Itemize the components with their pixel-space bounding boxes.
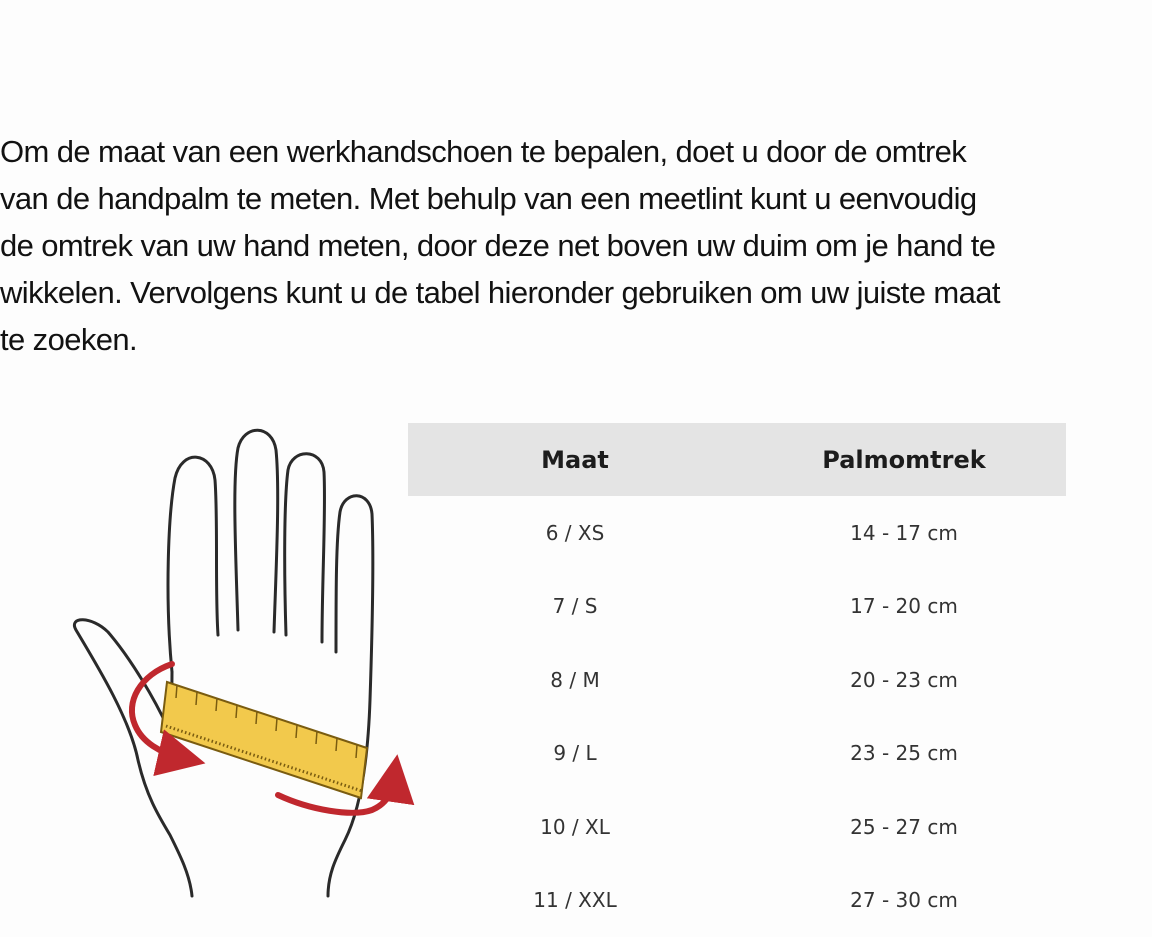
hand-measuring-tape-icon — [60, 420, 410, 896]
size-cell: 6 / XS — [408, 496, 742, 570]
intro-line: te zoeken. — [0, 316, 1152, 363]
column-header-palmomtrek: Palmomtrek — [742, 423, 1066, 496]
circumference-cell: 25 - 27 cm — [742, 790, 1066, 864]
table-row — [408, 717, 1066, 791]
size-cell: 10 / XL — [408, 790, 742, 864]
hand-measuring-illustration — [60, 420, 410, 896]
table-header-row — [408, 423, 1066, 496]
table-row — [408, 570, 1066, 644]
circumference-cell: 23 - 25 cm — [742, 717, 1066, 791]
circumference-cell: 17 - 20 cm — [742, 570, 1066, 644]
table-row — [408, 496, 1066, 570]
table-row — [408, 643, 1066, 717]
size-cell: 11 / XXL — [408, 864, 742, 937]
intro-line: de omtrek van uw hand meten, door deze net boven uw duim om je hand te — [0, 222, 1152, 269]
circumference-cell: 27 - 30 cm — [742, 864, 1066, 937]
size-cell: 9 / L — [408, 717, 742, 791]
intro-text — [0, 128, 1152, 363]
size-table — [408, 423, 1066, 937]
table-row — [408, 790, 1066, 864]
intro-line: Om de maat van een werkhandschoen te bepalen, doet u door de omtrek — [0, 128, 1152, 175]
intro-line: wikkelen. Vervolgens kunt u de tabel hieronder gebruiken om uw juiste maat — [0, 269, 1152, 316]
column-header-maat: Maat — [408, 423, 742, 496]
size-cell: 7 / S — [408, 570, 742, 644]
table-row — [408, 864, 1066, 937]
circumference-cell: 14 - 17 cm — [742, 496, 1066, 570]
circumference-cell: 20 - 23 cm — [742, 643, 1066, 717]
intro-line: van de handpalm te meten. Met behulp van een meetlint kunt u eenvoudig — [0, 175, 1152, 222]
size-cell: 8 / M — [408, 643, 742, 717]
hand-outline — [74, 430, 372, 896]
measuring-tape — [161, 682, 367, 798]
